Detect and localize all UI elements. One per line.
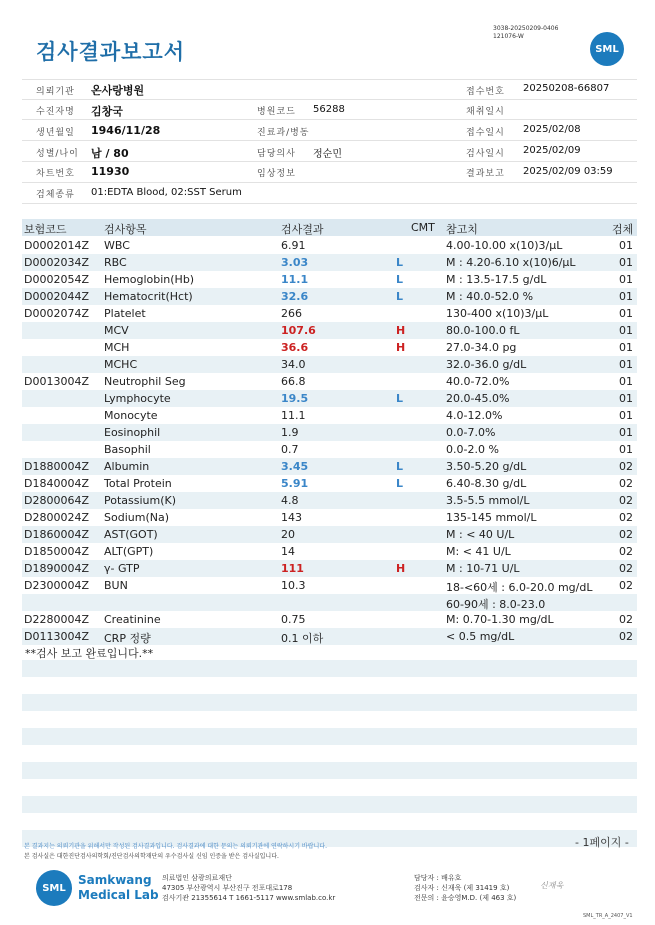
- table-row: [22, 628, 637, 645]
- cell-flag: H: [396, 341, 406, 354]
- cell-item: MCH: [104, 341, 130, 354]
- test-date-label: 검사일시: [466, 149, 505, 159]
- cell-specimen: 02: [619, 613, 633, 626]
- empty-row: [22, 796, 637, 813]
- table-row: [22, 237, 637, 254]
- cell-specimen: 01: [619, 341, 633, 354]
- table-row: [22, 424, 637, 441]
- dob-label: 생년월일: [36, 128, 75, 138]
- table-row: [22, 560, 637, 577]
- cell-item: Potassium(K): [104, 494, 177, 507]
- table-row: [22, 441, 637, 458]
- cell-item: MCHC: [104, 358, 138, 371]
- lab-organization: [162, 873, 335, 903]
- cell-result: 3.45: [281, 460, 309, 473]
- cell-flag: L: [396, 256, 404, 269]
- cell-specimen: 02: [619, 477, 633, 490]
- lab-name-line-2: Medical Lab: [78, 888, 159, 902]
- specimen-label: 검체종류: [36, 190, 75, 200]
- receipt-date-label: 접수일시: [466, 128, 505, 138]
- cell-result: 3.03: [281, 256, 309, 269]
- cell-reference: 0.0-2.0 %: [446, 443, 499, 456]
- cell-reference: 27.0-34.0 pg: [446, 341, 517, 354]
- table-row: [22, 373, 637, 390]
- divider: [22, 99, 637, 100]
- cell-code: D0013004Z: [24, 375, 89, 388]
- hospital-value: 온사랑병원: [91, 84, 145, 97]
- cell-specimen: 02: [619, 579, 633, 592]
- cell-code: D2800064Z: [24, 494, 89, 507]
- table-row: [22, 577, 637, 594]
- cell-reference: 6.40-8.30 g/dL: [446, 477, 527, 490]
- cell-specimen: 01: [619, 239, 633, 252]
- cell-item: Platelet: [104, 307, 146, 320]
- cell-specimen: 01: [619, 443, 633, 456]
- cell-reference: 4.00-10.00 x(10)3/μL: [446, 239, 563, 252]
- cell-item: ALT(GPT): [104, 545, 154, 558]
- doctor-value: 정순민: [313, 149, 342, 160]
- cell-code: D0002074Z: [24, 307, 89, 320]
- column-header-reference: 참고치: [446, 223, 478, 236]
- cell-item: Total Protein: [104, 477, 172, 490]
- cell-code: D0002034Z: [24, 256, 89, 269]
- cell-reference: M: < 41 U/L: [446, 545, 511, 558]
- cell-specimen: 02: [619, 562, 633, 575]
- empty-row: [22, 660, 637, 677]
- cell-reference: 4.0-12.0%: [446, 409, 503, 422]
- column-header-cmt: CMT: [411, 221, 435, 234]
- cell-reference: 3.5-5.5 mmol/L: [446, 494, 530, 507]
- cell-flag: L: [396, 460, 404, 473]
- cell-reference: 135-145 mmol/L: [446, 511, 537, 524]
- empty-row: [22, 762, 637, 779]
- disclaimer-text: 본 결과지는 의뢰기관을 위해서만 작성된 검사결과입니다. 검사결과에 대한 문의는 의뢰기관에 연락하시기 바랍니다.: [24, 843, 328, 850]
- cell-code: D2800024Z: [24, 511, 89, 524]
- cell-item: Hemoglobin(Hb): [104, 273, 195, 286]
- cell-code: D1880004Z: [24, 460, 89, 473]
- dob-value: 1946/11/28: [91, 124, 161, 137]
- empty-row: [22, 694, 637, 711]
- cell-reference: 20.0-45.0%: [446, 392, 510, 405]
- divider: [22, 79, 637, 80]
- column-header-result: 검사결과: [281, 223, 324, 236]
- cell-reference: 18-<60세 : 6.0-20.0 mg/dL: [446, 581, 593, 594]
- cell-specimen: 01: [619, 392, 633, 405]
- cell-specimen: 01: [619, 358, 633, 371]
- hospital-code-value: 56288: [313, 104, 345, 115]
- cell-reference: 130-400 x(10)3/μL: [446, 307, 549, 320]
- cell-item: AST(GOT): [104, 528, 158, 541]
- clinical-label: 임상정보: [257, 169, 296, 179]
- cell-item: Hematocrit(Hct): [104, 290, 193, 303]
- patient-label: 수진자명: [36, 107, 75, 117]
- cell-flag: L: [396, 290, 404, 303]
- patient-value: 김창국: [91, 105, 123, 118]
- cell-result: 10.3: [281, 579, 306, 592]
- cell-result: 107.6: [281, 324, 316, 337]
- cell-specimen: 02: [619, 528, 633, 541]
- staff-info: [414, 873, 516, 903]
- cell-item: Sodium(Na): [104, 511, 169, 524]
- cell-code: D1860004Z: [24, 528, 89, 541]
- lab-name: [78, 873, 159, 903]
- staff-manager: 담당자 : 배유호: [414, 874, 462, 882]
- accreditation-text: 본 검사실은 대한진단검사의학회/진단검사의학재단의 우수검사실 신임 인증을 받은 검사실입니다.: [24, 853, 279, 860]
- cell-reference: 60-90세 : 8.0-23.0: [446, 598, 546, 611]
- divider: [22, 161, 637, 162]
- cell-code: D1850004Z: [24, 545, 89, 558]
- cell-specimen: 02: [619, 545, 633, 558]
- table-row: [22, 305, 637, 322]
- cell-item: BUN: [104, 579, 128, 592]
- cell-result: 266: [281, 307, 302, 320]
- receipt-no-value: 20250208-66807: [523, 83, 610, 94]
- cell-specimen: 01: [619, 375, 633, 388]
- document-id-line-1: 3038-20250209-0406: [493, 25, 559, 32]
- cell-result: 11.1: [281, 409, 306, 422]
- cell-code: D1840004Z: [24, 477, 89, 490]
- table-row: [22, 526, 637, 543]
- cell-code: D2300004Z: [24, 579, 89, 592]
- sml-logo-icon: SML: [590, 32, 624, 66]
- table-row: [22, 288, 637, 305]
- cell-result: 20: [281, 528, 295, 541]
- form-code: SML_TR_A_2407_V1: [583, 913, 633, 919]
- cell-specimen: 01: [619, 409, 633, 422]
- table-row: [22, 322, 637, 339]
- sex-age-label: 성별/나이: [36, 149, 79, 159]
- cell-result: 0.1 이하: [281, 632, 324, 645]
- signature: 신재욱: [540, 881, 564, 890]
- cell-code: D0113004Z: [24, 630, 89, 643]
- dept-label: 진료과/병동: [257, 128, 310, 138]
- page-title: 검사결과보고서: [36, 40, 186, 64]
- table-row: [22, 407, 637, 424]
- cell-result: 111: [281, 562, 304, 575]
- column-header-specimen: 검체: [612, 223, 634, 236]
- staff-tester: 검사자 : 신재욱 (제 31419 호): [414, 884, 510, 892]
- cell-result: 14: [281, 545, 295, 558]
- cell-specimen: 01: [619, 307, 633, 320]
- table-row: [22, 254, 637, 271]
- cell-specimen: 01: [619, 273, 633, 286]
- column-header-code: 보험코드: [24, 223, 67, 236]
- cell-reference: M : < 40 U/L: [446, 528, 515, 541]
- divider: [22, 119, 637, 120]
- cell-result: 6.91: [281, 239, 306, 252]
- empty-row: [22, 728, 637, 745]
- table-row: [22, 475, 637, 492]
- cell-result: 4.8: [281, 494, 299, 507]
- page-number: - 1페이지 -: [575, 836, 629, 849]
- cell-item: Lymphocyte: [104, 392, 171, 405]
- cell-reference: 3.50-5.20 g/dL: [446, 460, 527, 473]
- cell-item: RBC: [104, 256, 127, 269]
- cell-item: MCV: [104, 324, 129, 337]
- cell-result: 11.1: [281, 273, 309, 286]
- collect-label: 채취일시: [466, 107, 505, 117]
- cell-item: Basophil: [104, 443, 151, 456]
- cell-result: 143: [281, 511, 302, 524]
- receipt-date-value: 2025/02/08: [523, 124, 581, 135]
- chart-no-value: 11930: [91, 165, 130, 178]
- cell-code: D1890004Z: [24, 562, 89, 575]
- table-row: [22, 543, 637, 560]
- table-row: [22, 356, 637, 373]
- cell-flag: H: [396, 562, 406, 575]
- cell-result: 0.75: [281, 613, 306, 626]
- table-row: [22, 458, 637, 475]
- cell-result: 34.0: [281, 358, 306, 371]
- cell-item: Monocyte: [104, 409, 158, 422]
- staff-specialist: 전문의 : 윤승영M.D. (제 463 호): [414, 894, 517, 902]
- cell-specimen: 01: [619, 426, 633, 439]
- document-id: [493, 25, 558, 41]
- sml-logo-icon: SML: [36, 870, 72, 906]
- cell-flag: H: [396, 324, 406, 337]
- cell-result: 19.5: [281, 392, 309, 405]
- org-contact: 검사기관 21355614 T 1661-5117 www.smlab.co.kr: [162, 894, 336, 902]
- divider: [22, 182, 637, 183]
- hospital-label: 의뢰기관: [36, 87, 75, 97]
- specimen-value: 01:EDTA Blood, 02:SST Serum: [91, 187, 242, 198]
- cell-item: γ- GTP: [104, 562, 140, 575]
- cell-specimen: 02: [619, 494, 633, 507]
- cell-specimen: 01: [619, 290, 633, 303]
- table-row: [22, 611, 637, 628]
- cell-reference: M: 0.70-1.30 mg/dL: [446, 613, 554, 626]
- cell-item: CRP 정량: [104, 632, 151, 645]
- org-name: 의료법인 삼광의료재단: [162, 874, 232, 882]
- cell-item: WBC: [104, 239, 130, 252]
- table-row: [22, 594, 637, 611]
- table-row: [22, 390, 637, 407]
- cell-specimen: 01: [619, 256, 633, 269]
- cell-flag: L: [396, 273, 404, 286]
- cell-reference: 40.0-72.0%: [446, 375, 510, 388]
- cell-specimen: 02: [619, 630, 633, 643]
- report-complete-note: **검사 보고 완료입니다.**: [25, 647, 154, 660]
- cell-flag: L: [396, 392, 404, 405]
- receipt-no-label: 접수번호: [466, 87, 505, 97]
- cell-item: Neutrophil Seg: [104, 375, 186, 388]
- cell-code: D2280004Z: [24, 613, 89, 626]
- cell-reference: M : 13.5-17.5 g/dL: [446, 273, 547, 286]
- cell-reference: M : 40.0-52.0 %: [446, 290, 534, 303]
- cell-item: Creatinine: [104, 613, 161, 626]
- cell-reference: 0.0-7.0%: [446, 426, 496, 439]
- column-header-item: 검사항목: [104, 223, 147, 236]
- cell-item: Eosinophil: [104, 426, 161, 439]
- cell-specimen: 02: [619, 511, 633, 524]
- table-row: [22, 492, 637, 509]
- chart-no-label: 차트번호: [36, 169, 75, 179]
- document-id-line-2: 121076-W: [493, 33, 524, 40]
- sex-age-value: 남 / 80: [91, 147, 129, 160]
- table-row: [22, 339, 637, 356]
- divider: [22, 140, 637, 141]
- table-row: [22, 271, 637, 288]
- report-label: 결과보고: [466, 169, 505, 179]
- cell-code: D0002014Z: [24, 239, 89, 252]
- cell-item: Albumin: [104, 460, 150, 473]
- cell-reference: 32.0-36.0 g/dL: [446, 358, 527, 371]
- test-date-value: 2025/02/09: [523, 145, 581, 156]
- lab-name-line-1: Samkwang: [78, 873, 152, 887]
- cell-result: 5.91: [281, 477, 309, 490]
- cell-reference: M : 4.20-6.10 x(10)6/μL: [446, 256, 576, 269]
- cell-result: 1.9: [281, 426, 299, 439]
- cell-code: D0002054Z: [24, 273, 89, 286]
- table-row: [22, 509, 637, 526]
- divider: [22, 203, 637, 204]
- org-address: 47305 부산광역시 부산진구 전포대로178: [162, 884, 293, 892]
- cell-reference: M : 10-71 U/L: [446, 562, 520, 575]
- report-value: 2025/02/09 03:59: [523, 166, 613, 177]
- cell-result: 32.6: [281, 290, 309, 303]
- cell-reference: < 0.5 mg/dL: [446, 630, 515, 643]
- cell-flag: L: [396, 477, 404, 490]
- cell-reference: 80.0-100.0 fL: [446, 324, 520, 337]
- cell-result: 36.6: [281, 341, 309, 354]
- doctor-label: 담당의사: [257, 149, 296, 159]
- cell-code: D0002044Z: [24, 290, 89, 303]
- cell-result: 66.8: [281, 375, 306, 388]
- cell-specimen: 01: [619, 324, 633, 337]
- cell-specimen: 02: [619, 460, 633, 473]
- cell-result: 0.7: [281, 443, 299, 456]
- hospital-code-label: 병원코드: [257, 107, 296, 117]
